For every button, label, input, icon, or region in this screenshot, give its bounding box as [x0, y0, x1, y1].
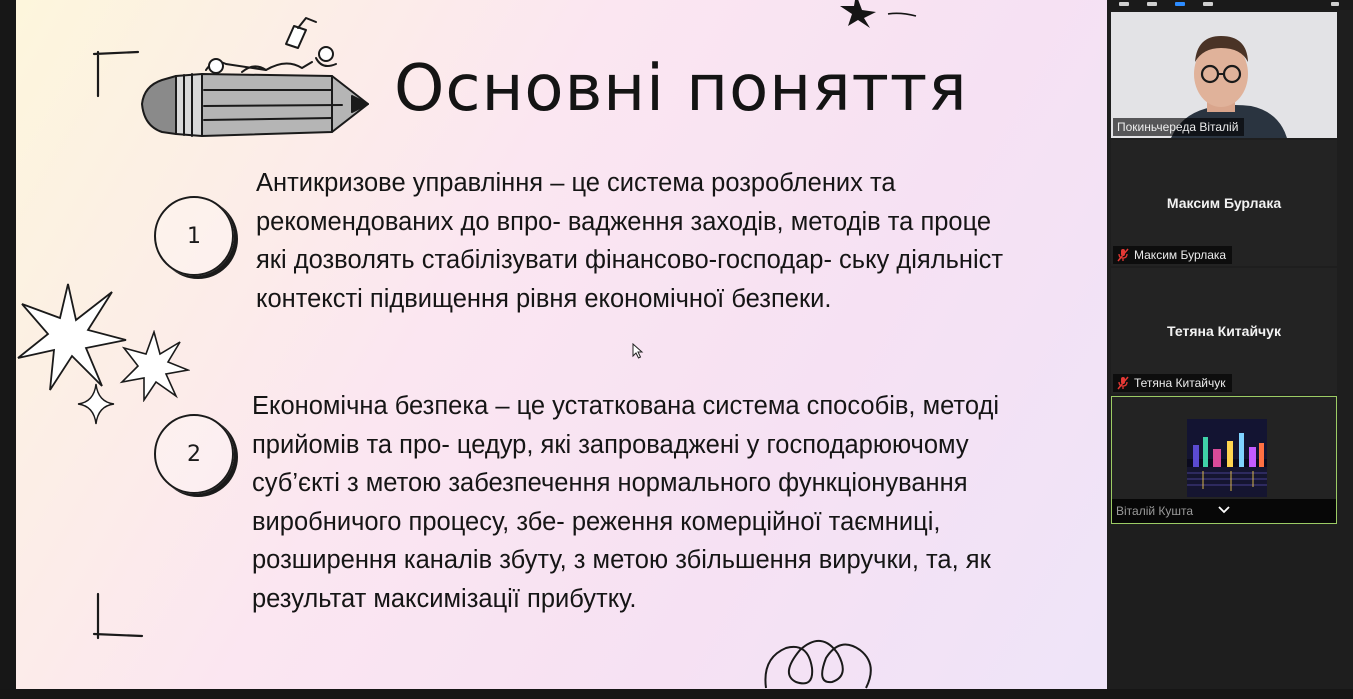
participant-name: Максим Бурлака	[1134, 248, 1227, 262]
scribble-doodle	[756, 628, 886, 689]
point-text-2	[252, 387, 999, 618]
corner-bracket-bottom-left	[90, 590, 146, 644]
participant-name-label	[1113, 246, 1232, 264]
participant-name: Тетяна Китайчук	[1134, 376, 1226, 390]
participant-name-label	[1113, 118, 1244, 136]
toolbar-mark	[1175, 2, 1185, 6]
participant-tile-2[interactable]	[1111, 140, 1337, 266]
corner-bracket-top-left	[92, 44, 142, 102]
point-text-line: рекомендованих до впро- вадження заходів, методів та проце	[256, 207, 992, 236]
point-text-line: суб’єкті з метою забезпечення нормального функціонування	[252, 469, 968, 497]
point-text-line: Антикризове управління – це система розроблених та	[256, 169, 896, 197]
starburst-doodle-large	[16, 282, 128, 392]
bottom-toolbar-strip	[0, 689, 1353, 699]
toolbar-mark	[1331, 2, 1339, 6]
star-doodle-top	[830, 0, 920, 30]
toolbar-mark	[1147, 2, 1157, 6]
point-number-label: 2	[187, 441, 201, 467]
participant-center-name: Максим Бурлака	[1166, 195, 1282, 211]
mic-muted-icon	[1117, 248, 1129, 262]
gallery-toolbar-strip	[1107, 0, 1353, 10]
point-text-line: які дозволять стабілізувати фінансово-господар- ську діяльніст	[256, 246, 1004, 274]
point-text-line: розширення каналів збуту, з метою збільшення виручки, та, як	[252, 546, 991, 574]
point-number-label: 1	[187, 223, 201, 249]
point-text-line: виробничого процесу, збе- реження комерційної таємниці,	[252, 507, 941, 536]
slide-title: Основні поняття	[394, 52, 968, 126]
point-text-line: прийомів та про- цедур, які запроваджені у господарюючому	[252, 430, 969, 459]
toolbar-mark	[1203, 2, 1213, 6]
participant-name: Віталій Кушта	[1116, 504, 1194, 518]
participant-center-name: Тетяна Китайчук	[1167, 323, 1281, 339]
participant-tile-4[interactable]	[1111, 396, 1337, 524]
participant-name: Покиньчереда Віталій	[1117, 120, 1239, 134]
point-number-1	[154, 196, 234, 276]
mouse-cursor-icon	[632, 343, 644, 359]
participants-gallery	[1107, 0, 1353, 699]
window-left-edge	[0, 0, 16, 689]
participant-avatar-image	[1187, 419, 1267, 497]
point-text-line: контексті підвищення рівня економічної безпеки.	[256, 284, 832, 313]
toolbar-mark	[1119, 2, 1129, 6]
mic-muted-icon	[1117, 376, 1129, 390]
sparkle-doodle	[76, 382, 116, 426]
chevron-down-icon[interactable]	[1217, 505, 1231, 515]
participant-tile-3[interactable]	[1111, 268, 1337, 394]
pencil-illustration	[136, 14, 376, 140]
point-text-line: результат максимізації прибутку.	[252, 584, 637, 613]
participant-name-label	[1113, 374, 1232, 392]
point-number-2	[154, 414, 234, 494]
participant-tile-1[interactable]	[1111, 12, 1337, 138]
starburst-doodle-small	[118, 330, 190, 402]
point-text-1	[256, 164, 1003, 318]
point-text-line: Економічна безпека – це устаткована система способів, методі	[252, 392, 999, 420]
